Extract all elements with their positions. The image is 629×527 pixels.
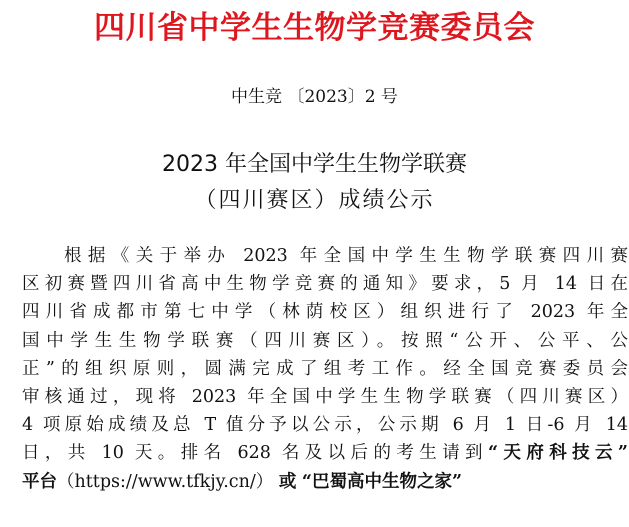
conjunction-or: 或 (278, 471, 297, 492)
document-title-line-2: （四川赛区）成绩公示 (194, 188, 435, 213)
body-line (22, 468, 628, 496)
body-text-span: 日，共 10 天。排名 628 名及以后的考生请到 (22, 443, 488, 464)
body-line: 根据《关于举办 2023 年全国中学生生物学联赛四川赛 (64, 246, 628, 266)
document-title-line-1: 2023 年全国中学生生物学联赛 (162, 152, 467, 177)
body-line: 国中学生生物学联赛（四川赛区）。按照“公开、公平、公 (22, 330, 628, 351)
body-line: 4 项原始成绩及总 T 值分予以公示，公示期 6 月 1 日-6 月 14 (22, 415, 628, 436)
org-name: 四川省中学生生物学竞赛委员会 (94, 10, 535, 46)
platform-url: （https://www.tfkjy.cn/） (57, 471, 274, 492)
body-line (22, 439, 628, 467)
document-body (22, 242, 628, 496)
body-line: 正”的组织原则，圆满完成了组考工作。经全国竞赛委员会 (22, 358, 628, 379)
body-line: 审核通过，现将 2023 年全国中学生生物学联赛（四川赛区） (22, 386, 628, 407)
document-number: 中生竞 〔2023〕2 号 (231, 87, 398, 107)
platform-name-tianfu: “天府科技云” (487, 443, 628, 464)
platform-label: 平台 (22, 471, 57, 492)
platform-name-bashu: “巴蜀高中生物之家” (301, 471, 463, 492)
org-header (0, 2, 629, 47)
body-line: 区初赛暨四川省高中生物学竞赛的通知》要求，5 月 14 日在 (22, 274, 628, 295)
body-line: 四川省成都市第七中学（林荫校区）组织进行了 2023 年全 (22, 302, 628, 323)
